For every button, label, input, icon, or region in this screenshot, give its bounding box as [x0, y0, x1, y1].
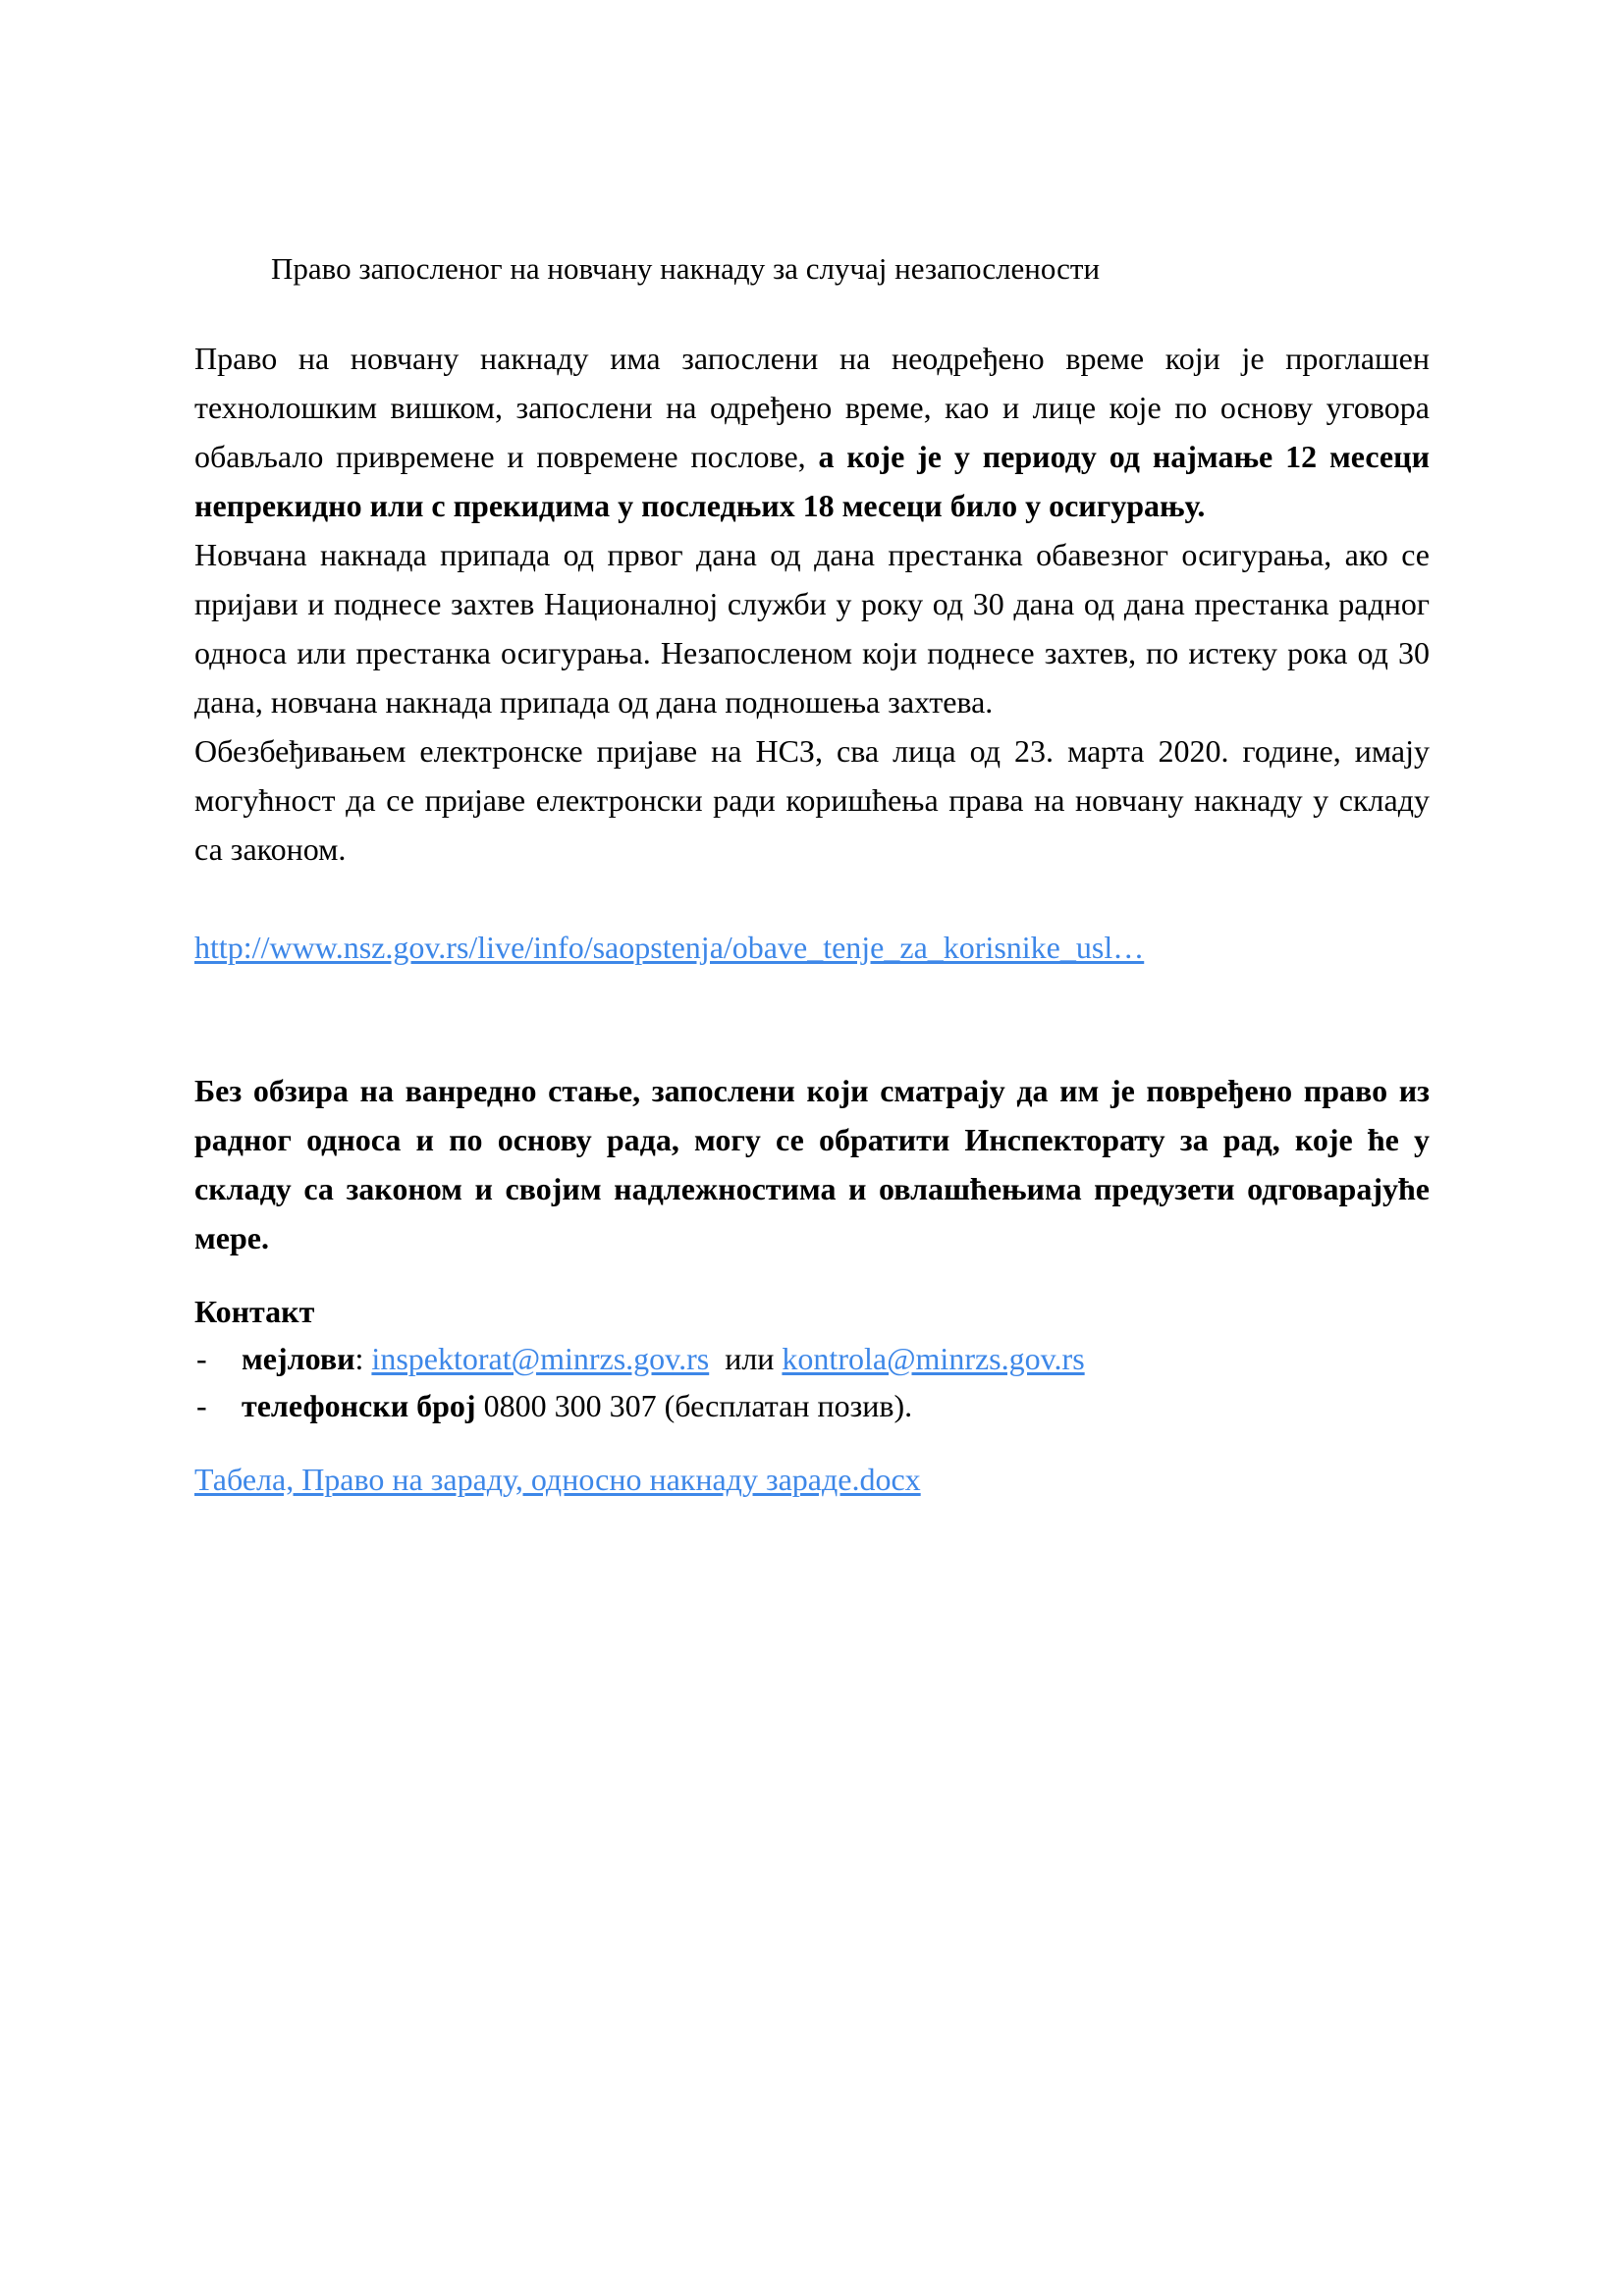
phone-label: телефонски број: [242, 1387, 476, 1423]
paragraph-eligibility-text: Право на новчану накнаду има запослени на неодређено време који је проглашен технолошким вишком, запослени на одређено време, као и лице које по основу уговора обављало привремене и повремене послове,: [194, 340, 1430, 474]
phone-note: (бесплатан позив).: [664, 1387, 913, 1423]
spacer-before-link: [194, 874, 1430, 923]
emails-label: мејлови: [242, 1340, 355, 1376]
emails-colon: :: [354, 1340, 364, 1376]
page-title: Право запосленог на новчану накнаду за случај незапослености: [271, 251, 1101, 286]
bullet-dash-icon: -: [196, 1340, 207, 1376]
list-item-phone: [194, 1382, 1430, 1429]
emails-conjunction: или: [725, 1340, 775, 1376]
list-item-emails: [194, 1335, 1430, 1382]
spacer-before-contact: [194, 1262, 1430, 1288]
contact-list: [194, 1335, 1430, 1429]
paragraph-benefit-start: Новчана накнада припада од првог дана од дана престанка обавезног осигурања, ако се пријави и поднесе захтев Националној служби у року од 30 дана од дана престанка радног односа или престанка осигурања. Незапосленом који поднесе захтев, по истеку рока од 30 дана, новчана накнада припада од дана подношења захтева.: [194, 536, 1430, 720]
contact-heading: Контакт: [194, 1293, 315, 1329]
email-link-inspektorat[interactable]: inspektorat@minrzs.gov.rs: [371, 1340, 710, 1376]
bullet-dash-icon: -: [196, 1387, 207, 1423]
attachment-docx-link[interactable]: Табела, Право на зараду, односно накнаду зараде.docx: [194, 1461, 921, 1497]
spacer-before-inspectorate: [194, 972, 1430, 1066]
email-link-kontrola[interactable]: kontrola@minrzs.gov.rs: [782, 1340, 1085, 1376]
paragraph-eligibility: [194, 334, 1430, 530]
paragraph-eligibility-bold: а које је у периоду од најмање 12 месеци непрекидно или с прекидима у последњих 18 месеци било у осигурању.: [194, 438, 1431, 523]
paragraph-inspectorate: Без обзира на ванредно стање, запослени који сматрају да им је повређено право из радног односа и по основу рада, могу се обратити Инспекторату за рад, које ће у складу са законом и својим надлежностима и овлашћењима предузети одговарајуће мере.: [194, 1072, 1430, 1255]
nsz-link-row: [194, 923, 1430, 972]
paragraph-electronic-application: Обезбеђивањем електронске пријаве на НСЗ, сва лица од 23. марта 2020. године, имају могућност да се пријаве електронски ради коришћења права на новчану накнаду у складу са законом.: [194, 732, 1430, 867]
spacer-before-attachment: [194, 1429, 1430, 1455]
document-content: [194, 250, 1430, 1504]
nsz-website-link[interactable]: http://www.nsz.gov.rs/live/info/saopstenja/obave_tenje_za_korisnike_usl…: [194, 929, 1145, 965]
phone-number: 0800 300 307: [483, 1387, 657, 1423]
attachment-link-row: [194, 1455, 1430, 1504]
